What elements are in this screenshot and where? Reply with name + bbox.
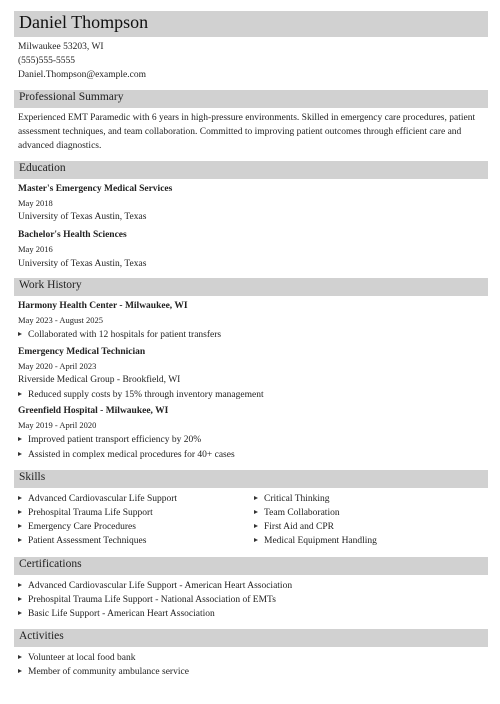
bullet-icon [18,452,22,456]
education-degree: Master's Emergency Medical Services [18,184,173,194]
bullet-icon [254,524,258,528]
bullet-icon [18,538,22,542]
summary-text: Experienced EMT Paramedic with 6 years in high-pressure environments. Skilled in emergency care procedures, patient assessment techniques, and team collaboration. Committed to improving patient outcomes through efficient care and advanced diagnostics. [18,113,476,151]
contact-phone: (555)555-5555 [18,56,75,66]
job-bullet: Collaborated with 12 hospitals for patient transfers [18,328,221,342]
job-company: Riverside Medical Group - Brookfield, WI [18,375,181,385]
education-heading: Education [19,162,66,174]
job-title: Harmony Health Center - Milwaukee, WI [18,301,188,311]
bullet-icon [18,597,22,601]
bullet-icon [254,496,258,500]
activities-section-header [14,629,488,647]
bullet-icon [18,611,22,615]
skill-item: Team Collaboration [254,506,340,520]
skills-section-header [14,470,488,488]
education-date: May 2016 [18,244,53,254]
certification-item: Prehospital Trauma Life Support - National Association of EMTs [18,593,276,607]
certifications-heading: Certifications [19,558,82,570]
skill-item: Patient Assessment Techniques [18,534,146,548]
job-dates: May 2019 - April 2020 [18,420,97,430]
contact-location: Milwaukee 53203, WI [18,42,104,52]
bullet-icon [18,510,22,514]
skill-item: Critical Thinking [254,492,330,506]
job-dates: May 2023 - August 2025 [18,315,103,325]
skill-item: Prehospital Trauma Life Support [18,506,153,520]
education-date: May 2018 [18,198,53,208]
job-bullet: Assisted in complex medical procedures for 40+ cases [18,448,235,462]
bullet-icon [18,496,22,500]
bullet-icon [254,510,258,514]
skill-item: First Aid and CPR [254,520,334,534]
certifications-section-header [14,557,488,575]
certification-item: Advanced Cardiovascular Life Support - American Heart Association [18,579,292,593]
skill-item: Emergency Care Procedures [18,520,136,534]
job-bullet: Reduced supply costs by 15% through inventory management [18,388,264,402]
summary-heading: Professional Summary [19,91,124,103]
skill-item: Medical Equipment Handling [254,534,377,548]
bullet-icon [18,655,22,659]
job-bullet: Improved patient transport efficiency by 20% [18,433,201,447]
skill-item: Advanced Cardiovascular Life Support [18,492,177,506]
education-school: University of Texas Austin, Texas [18,212,147,222]
education-school: University of Texas Austin, Texas [18,259,147,269]
bullet-icon [18,392,22,396]
work-section-header [14,278,488,296]
education-section-header [14,161,488,179]
name-banner [14,11,488,37]
candidate-name: Daniel Thompson [19,12,149,32]
activities-heading: Activities [19,630,64,642]
bullet-icon [18,583,22,587]
summary-section-header [14,90,488,108]
bullet-icon [254,538,258,542]
job-dates: May 2020 - April 2023 [18,361,97,371]
bullet-icon [18,524,22,528]
bullet-icon [18,332,22,336]
bullet-icon [18,437,22,441]
certification-item: Basic Life Support - American Heart Association [18,607,215,621]
contact-email[interactable]: Daniel.Thompson@example.com [18,70,146,80]
education-degree: Bachelor's Health Sciences [18,230,127,240]
activity-item: Member of community ambulance service [18,665,189,679]
activity-item: Volunteer at local food bank [18,651,135,665]
bullet-icon [18,669,22,673]
work-heading: Work History [19,279,82,291]
skills-heading: Skills [19,471,46,483]
job-title: Greenfield Hospital - Milwaukee, WI [18,406,169,416]
job-title: Emergency Medical Technician [18,347,146,357]
